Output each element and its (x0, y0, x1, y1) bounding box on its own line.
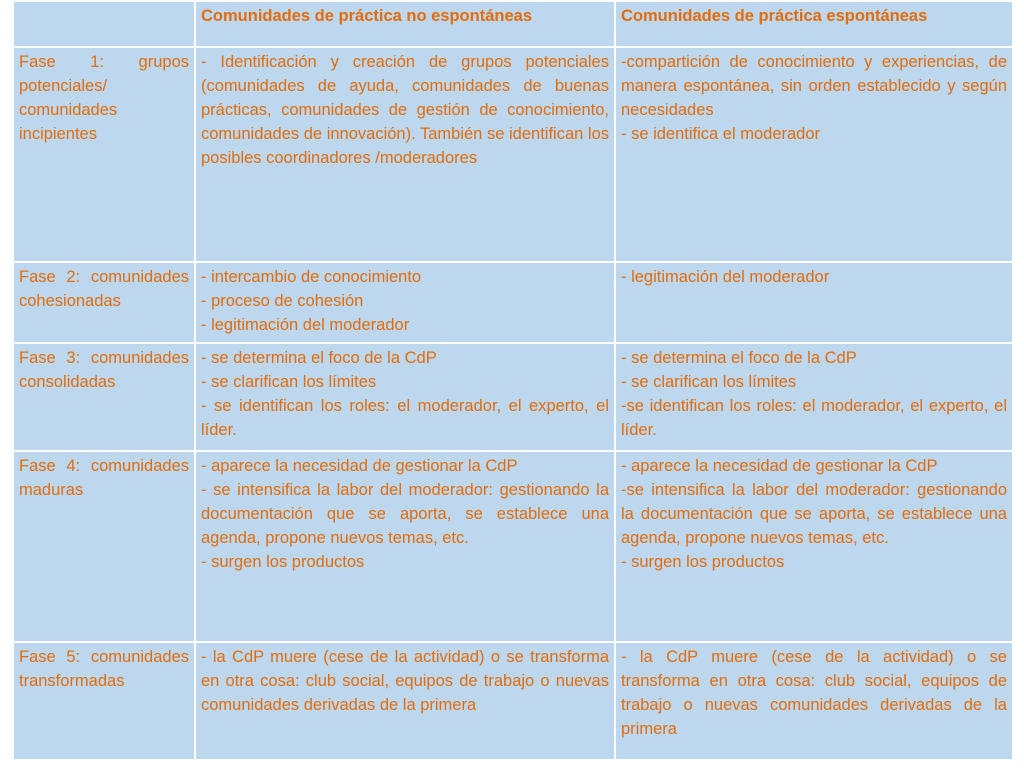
phase-label: Fase 2: comunidades cohesionadas (13, 262, 195, 343)
table-row (13, 262, 1013, 343)
cell-line: -compartición de conocimiento y experiencias, de manera espontánea, sin orden establecido y según necesidades (621, 53, 1007, 119)
header-no-espontaneas: Comunidades de práctica no espontáneas (195, 1, 615, 47)
table-row (13, 642, 1013, 760)
espontaneas-cell (615, 343, 1013, 451)
cell-line: -se intensifica la labor del moderador: gestionando la documentación que se aporta, se establece una agenda, propone nuevos temas, etc. (621, 481, 1007, 547)
phase-label: Fase 4: comunidades maduras (13, 451, 195, 642)
cell-line: - surgen los productos (201, 553, 365, 571)
cell-line: - proceso de cohesión (201, 292, 364, 310)
phase-label: Fase 3: comunidades consolidadas (13, 343, 195, 451)
table-row (13, 343, 1013, 451)
phase-label: Fase 1: grupos potenciales/ comunidades incipientes (13, 47, 195, 262)
no-espontaneas-cell: - Identificación y creación de grupos potenciales (comunidades de ayuda, comunidades de buenas prácticas, comunidades de gestión de conocimiento, comunidades de innovación). También se identifican los posibles coordinadores /moderadores (195, 47, 615, 262)
cell-line: - se intensifica la labor del moderador: gestionando la documentación que se aporta, se establece una agenda, propone nuevos temas, etc. (201, 481, 609, 547)
espontaneas-cell (615, 262, 1013, 343)
cell-line: - aparece la necesidad de gestionar la CdP (621, 457, 938, 475)
espontaneas-cell (615, 451, 1013, 642)
cell-line: - legitimación del moderador (201, 316, 410, 334)
no-espontaneas-cell: - la CdP muere (cese de la actividad) o se transforma en otra cosa: club social, equipos de trabajo o nuevas comunidades derivadas de la primera (195, 642, 615, 760)
no-espontaneas-cell (195, 343, 615, 451)
phases-table (12, 0, 1014, 761)
table-row (13, 451, 1013, 642)
header-empty-cell (13, 1, 195, 47)
cell-line: - se clarifican los límites (201, 373, 377, 391)
no-espontaneas-cell (195, 262, 615, 343)
espontaneas-cell (615, 47, 1013, 262)
no-espontaneas-cell (195, 451, 615, 642)
cell-line: - se clarifican los límites (621, 373, 797, 391)
table-row (13, 47, 1013, 262)
cell-line: - se identifican los roles: el moderador, el experto, el líder. (201, 397, 609, 439)
cell-line: - se identifica el moderador (621, 125, 821, 143)
cell-line: - se determina el foco de la CdP (621, 349, 857, 367)
header-espontaneas: Comunidades de práctica espontáneas (615, 1, 1013, 47)
cell-line: -se identifican los roles: el moderador, el experto, el líder. (621, 397, 1007, 439)
cell-line: - intercambio de conocimiento (201, 268, 422, 286)
cell-line: - se determina el foco de la CdP (201, 349, 437, 367)
espontaneas-cell: - la CdP muere (cese de la actividad) o se transforma en otra cosa: club social, equipos de trabajo o nuevas comunidades derivadas de la primera (615, 642, 1013, 760)
cell-line: - aparece la necesidad de gestionar la CdP (201, 457, 518, 475)
table-header-row (13, 1, 1013, 47)
cell-line: - surgen los productos (621, 553, 785, 571)
phase-label: Fase 5: comunidades transformadas (13, 642, 195, 760)
cell-line: - legitimación del moderador (621, 268, 830, 286)
